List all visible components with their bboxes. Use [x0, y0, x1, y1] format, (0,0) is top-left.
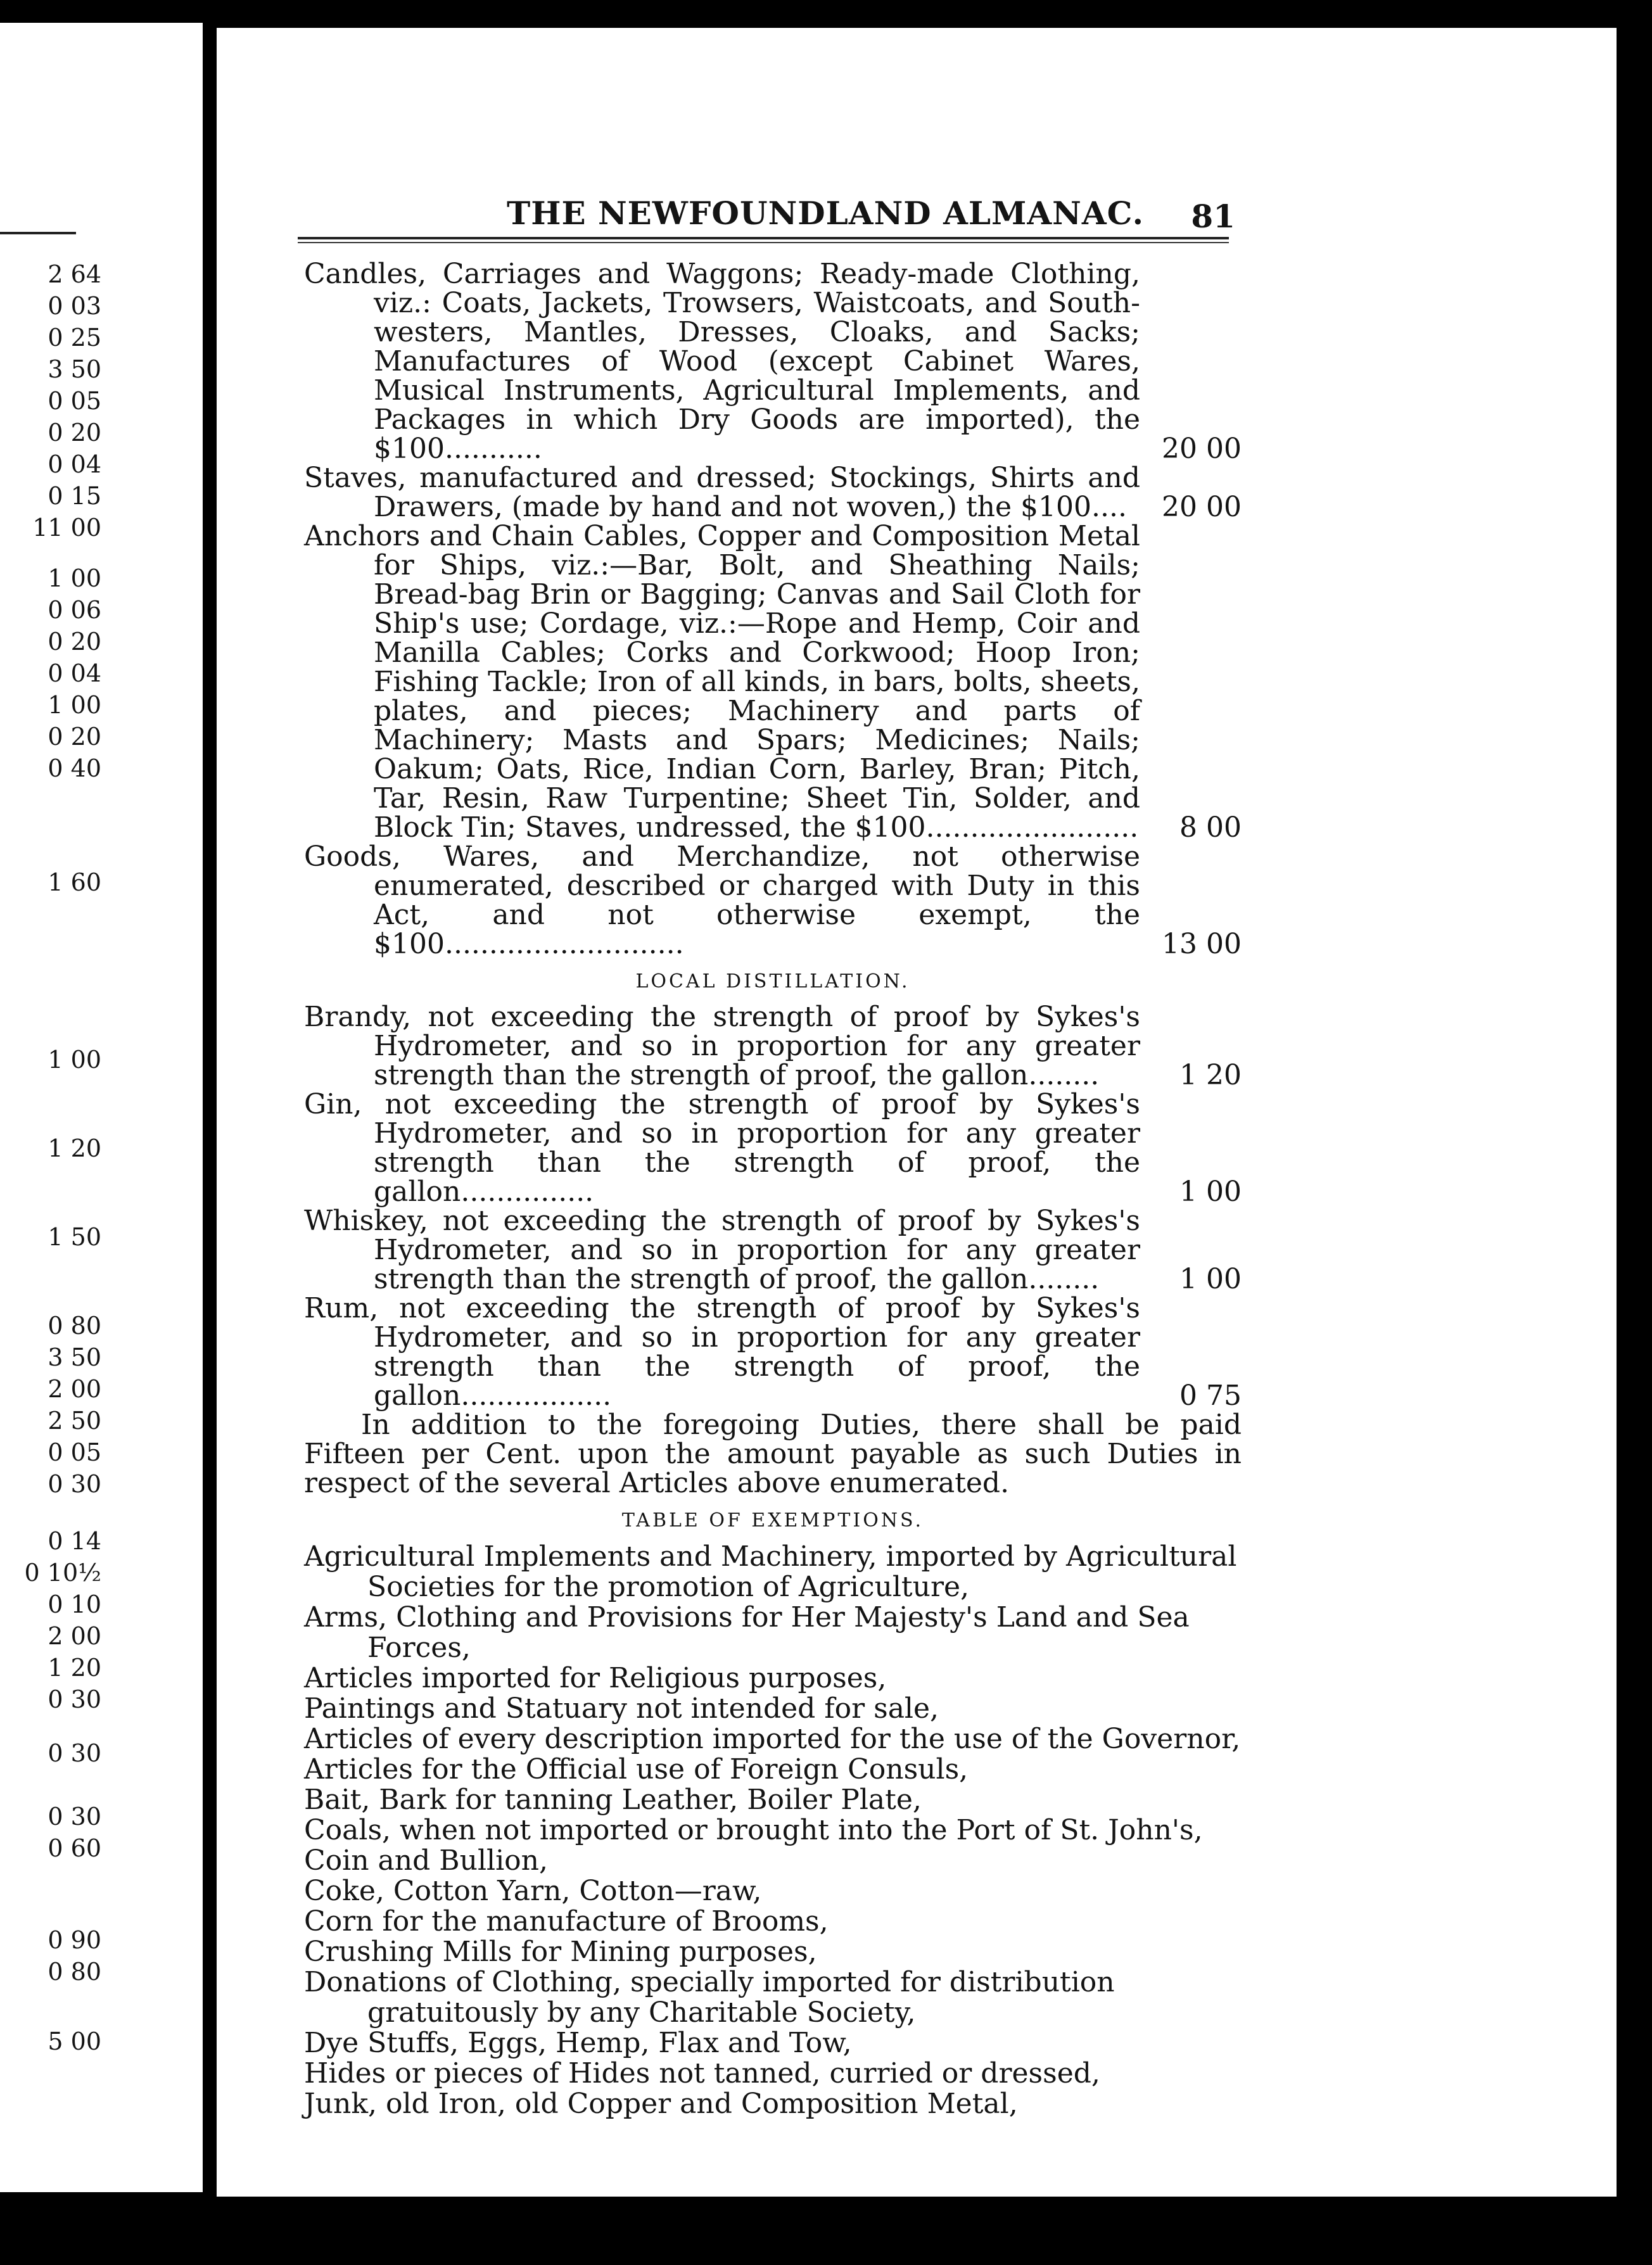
exemption-item: Arms, Clothing and Provisions for Her Majesty's Land and Sea Forces,	[304, 1601, 1190, 1664]
facing-values-h	[19, 1739, 101, 1771]
facing-value: 0 80	[48, 1958, 101, 1986]
facing-values-mid	[19, 564, 101, 786]
exemption-item: Coals, when not imported or brought into the Port of St. John's,	[304, 1814, 1203, 1846]
running-title: THE NEWFOUNDLAND ALMANAC.	[507, 194, 1144, 232]
section-heading-local-distillation: LOCAL DISTILLATION.	[635, 970, 910, 993]
facing-value: 0 80	[48, 1312, 101, 1340]
duty-entry	[304, 464, 1242, 522]
facing-values-j	[19, 1926, 101, 1989]
facing-value: 0 03	[48, 292, 101, 320]
exemption-item: Crushing Mills for Mining purposes,	[304, 1936, 817, 1968]
duty-description: Whiskey, not exceeding the strength of proof by Sykes's Hydrometer, and so in proportion for any greater strength than the strength of proof, the gallon........	[304, 1205, 1140, 1295]
duty-description: Goods, Wares, and Merchandize, not otherwise enumerated, described or charged with Duty in this Act, and not otherwise exempt, the $100...........................	[304, 841, 1140, 960]
facing-value: 0 04	[48, 450, 101, 478]
duty-amount: 8 00	[1179, 811, 1242, 844]
facing-value: 5 00	[48, 2027, 101, 2055]
facing-value: 1 00	[48, 564, 101, 592]
facing-value: 1 20	[48, 1654, 101, 1682]
facing-value: 0 10	[48, 1590, 101, 1618]
exemption-item: Articles imported for Religious purposes,	[304, 1662, 887, 1694]
exemption-item: Coin and Bullion,	[304, 1844, 548, 1877]
exemption-item: Corn for the manufacture of Brooms,	[304, 1905, 829, 1938]
exemption-item: Paintings and Statuary not intended for sale,	[304, 1692, 939, 1725]
duty-description: Anchors and Chain Cables, Copper and Composition Metal for Ships, viz.:—Bar, Bolt, and Sheathing Nails; Bread-bag Brin or Bagging; Canvas and Sail Cloth for Ship's use; Cordage, viz.:—Rope and Hemp, Coir and Manilla Cables; Corks and Corkwood; Hoop Iron; Fishing Tackle; Iron of all kinds, in bars, bolts, sheets, plates, and pieces; Machinery and parts of Machinery; Masts and Spars; Medicines; Nails; Oakum; Oats, Rice, Indian Corn, Barley, Bran; Pitch, Tar, Resin, Raw Turpentine; Sheet Tin, Solder, and Block Tin; Staves, undressed, the $100........................	[304, 520, 1140, 844]
facing-value: 0 06	[48, 596, 101, 624]
facing-value: 0 04	[48, 659, 101, 687]
distillation-entry	[304, 1207, 1242, 1294]
exemption-item: Articles for the Official use of Foreign Consuls,	[304, 1753, 969, 1786]
duty-amount: 1 20	[1179, 1059, 1242, 1091]
facing-values-b	[19, 868, 101, 900]
exemption-item: Articles of every description imported for the use of the Governor,	[304, 1723, 1241, 1755]
facing-value: 0 14	[48, 1527, 101, 1555]
exemption-item: Dye Stuffs, Eggs, Hemp, Flax and Tow,	[304, 2027, 852, 2059]
duty-amount: 0 75	[1179, 1380, 1242, 1412]
facing-value: 0 20	[48, 419, 101, 447]
facing-value: 2 00	[48, 1375, 101, 1403]
facing-value: 0 15	[48, 482, 101, 510]
facing-value: 0 25	[48, 324, 101, 352]
facing-value: 1 60	[48, 868, 101, 896]
page-header	[279, 166, 1242, 242]
section-heading-exemptions: TABLE OF EXEMPTIONS.	[621, 1509, 924, 1532]
exemption-item: Hides or pieces of Hides not tanned, curried or dressed,	[304, 2057, 1100, 2090]
facing-values-top	[19, 260, 101, 545]
facing-value: 2 00	[48, 1622, 101, 1650]
facing-value: 11 00	[32, 514, 101, 542]
facing-values-g	[19, 1527, 101, 1717]
facing-value: 0 20	[48, 723, 101, 751]
facing-value: 0 30	[48, 1739, 101, 1767]
facing-value: 0 20	[48, 628, 101, 656]
facing-value: 2 64	[48, 260, 101, 288]
facing-value: 0 60	[48, 1834, 101, 1862]
facing-values-e	[19, 1223, 101, 1255]
facing-value: 0 30	[48, 1685, 101, 1713]
facing-value: 1 00	[48, 691, 101, 719]
duty-amount: 1 00	[1179, 1263, 1242, 1295]
duty-amount: 13 00	[1162, 928, 1242, 960]
distillation-entry	[304, 1090, 1242, 1207]
facing-values-d	[19, 1134, 101, 1166]
duty-amount: 20 00	[1162, 433, 1242, 465]
duty-entry	[304, 260, 1242, 464]
facing-page-rule	[0, 232, 76, 234]
facing-values-f	[19, 1312, 101, 1502]
facing-value: 1 50	[48, 1223, 101, 1251]
page-body	[304, 260, 1242, 2119]
duty-description: Rum, not exceeding the strength of proof by Sykes's Hydrometer, and so in proportion for any greater strength than the strength of proof, the gallon.................	[304, 1292, 1140, 1412]
duty-description: Staves, manufactured and dressed; Stockings, Shirts and Drawers, (made by hand and not woven,) the $100....	[304, 462, 1140, 523]
duty-description: Gin, not exceeding the strength of proof by Sykes's Hydrometer, and so in proportion for any greater strength than the strength of proof, the gallon...............	[304, 1088, 1140, 1208]
exemptions-list	[304, 1542, 1242, 2119]
duty-entry	[304, 842, 1242, 959]
duty-amount: 1 00	[1179, 1176, 1242, 1208]
facing-value: 3 50	[48, 355, 101, 383]
facing-value: 1 20	[48, 1134, 101, 1162]
facing-value: 0 05	[48, 1438, 101, 1466]
exemption-item: Bait, Bark for tanning Leather, Boiler Plate,	[304, 1784, 922, 1816]
facing-value: 0 30	[48, 1470, 101, 1498]
facing-value: 0 30	[48, 1803, 101, 1830]
page-number: 81	[1191, 198, 1235, 235]
exemption-item: Donations of Clothing, specially imported for distribution gratuitously by any Charitable Society,	[304, 1966, 1115, 2029]
facing-value: 1 00	[48, 1046, 101, 1074]
header-rule-thin	[298, 242, 1229, 243]
facing-value: 0 10½	[24, 1559, 101, 1587]
duty-amount: 20 00	[1162, 491, 1242, 523]
exemption-item: Agricultural Implements and Machinery, imported by Agricultural Societies for the promotion of Agriculture,	[304, 1540, 1237, 1603]
facing-value: 2 50	[48, 1407, 101, 1435]
exemption-item: Junk, old Iron, old Copper and Composition Metal,	[304, 2088, 1018, 2120]
facing-value: 0 05	[48, 387, 101, 415]
distillation-entry	[304, 1003, 1242, 1090]
additional-duty-note: In addition to the foregoing Duties, there shall be paid Fifteen per Cent. upon the amount payable as such Duties in respect of the several Articles above enumerated.	[304, 1409, 1242, 1499]
distillation-entry	[304, 1294, 1242, 1411]
facing-values-c	[19, 1046, 101, 1077]
facing-value: 3 50	[48, 1343, 101, 1371]
facing-value: 0 90	[48, 1926, 101, 1954]
header-rule	[298, 237, 1229, 239]
duty-entry	[304, 522, 1242, 842]
facing-values-k	[19, 2027, 101, 2059]
facing-value: 0 40	[48, 754, 101, 782]
duty-description: Brandy, not exceeding the strength of proof by Sykes's Hydrometer, and so in proportion for any greater strength than the strength of proof, the gallon........	[304, 1001, 1140, 1091]
facing-values-i	[19, 1803, 101, 1866]
duty-description: Candles, Carriages and Waggons; Ready-made Clothing, viz.: Coats, Jackets, Trowsers, Waistcoats, and South-westers, Mantles, Dresses, Cloaks, and Sacks; Manufactures of Wood (except Cabinet Wares, Musical Instruments, Agricultural Implements, and Packages in which Dry Goods are imported), the $100...........	[304, 258, 1140, 465]
exemption-item: Coke, Cotton Yarn, Cotton—raw,	[304, 1875, 762, 1907]
facing-page-fragment	[0, 23, 203, 2192]
